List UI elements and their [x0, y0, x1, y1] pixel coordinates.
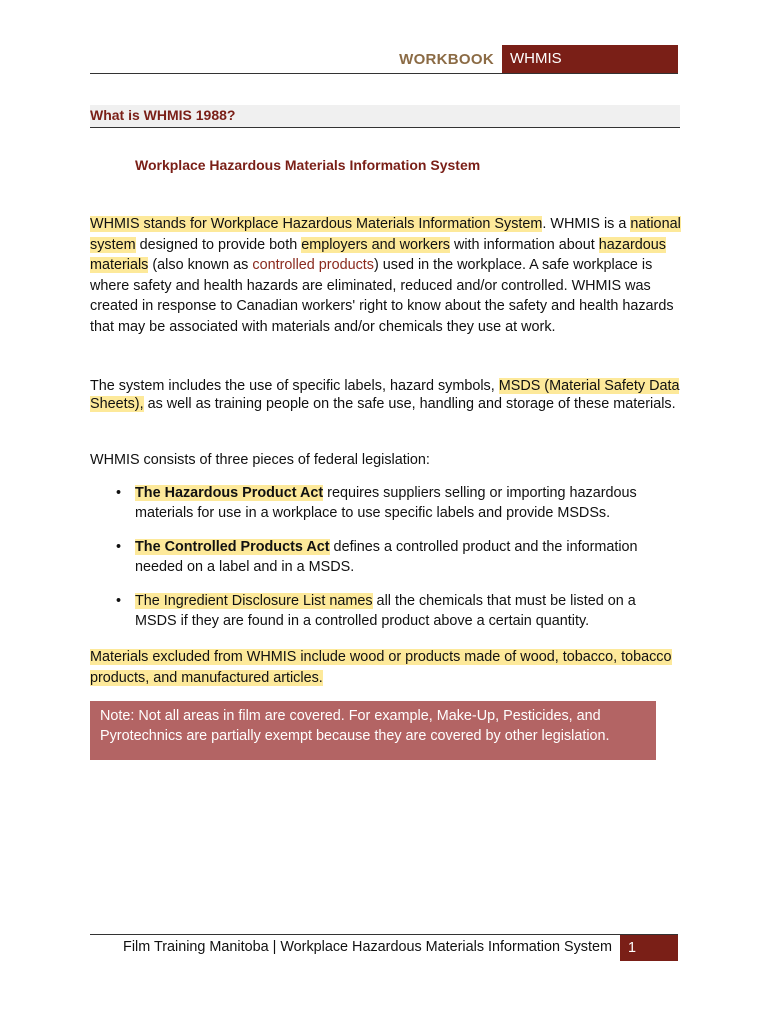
header-tag: WHMIS: [502, 45, 678, 73]
body-text: The system includes the use of specific labels, hazard symbols,: [90, 378, 499, 394]
body-text: defines a controlled product and the information needed on a label and in a MSDS.: [135, 539, 638, 575]
section-title: What is WHMIS 1988?: [90, 107, 236, 123]
page-footer: [90, 934, 678, 961]
act-name: The Ingredient Disclosure List names: [135, 593, 373, 609]
body-text: all the chemicals that must be listed on a MSDS if they are found in a controlled product above a certain quantity.: [135, 593, 636, 629]
body-text: requires suppliers selling or importing hazardous materials for use in a workplace to use specific labels and provide MSDSs.: [135, 485, 637, 521]
list-item: [90, 483, 680, 523]
bullet-icon: •: [116, 593, 122, 609]
system-paragraph: [90, 377, 682, 413]
highlight-text: hazardous materials: [90, 236, 666, 274]
section-heading: [90, 105, 680, 128]
act-name: The Controlled Products Act: [135, 539, 330, 555]
body-text: (also known as: [148, 257, 253, 274]
intro-paragraph: [90, 214, 682, 338]
page-number: 1: [620, 935, 678, 961]
subheading: Workplace Hazardous Materials Information System: [135, 157, 481, 173]
highlight-text: national system: [90, 216, 681, 253]
workbook-label: WORKBOOK: [399, 51, 494, 68]
page-header: [90, 45, 678, 74]
highlight-text: MSDS (Material Safety Data Sheets),: [90, 378, 680, 412]
highlight-text: employers and workers: [301, 236, 450, 253]
body-text: designed to provide both: [135, 236, 302, 253]
legislation-list: [90, 483, 680, 645]
body-text: with information about: [449, 236, 599, 253]
body-text: as well as training people on the safe use, handling and storage of these materials.: [143, 396, 676, 412]
list-item: [90, 591, 680, 631]
body-text: . WHMIS is a: [542, 216, 631, 232]
bullet-icon: •: [116, 539, 122, 555]
body-text: ) used in the workplace. A safe workplace is where safety and health hazards are eliminated, reduced and/or controlled. WHMIS was created in response to Canadian workers' right to know about the safety and health hazards that may be associated with materials and/or chemicals they use at work.: [90, 257, 674, 335]
highlight-text: WHMIS stands for Workplace Hazardous Materials Information System: [90, 216, 543, 232]
list-item: [90, 537, 680, 577]
controlled-products-term: controlled products: [252, 257, 374, 274]
highlight-text: Materials excluded from WHMIS include wood or products made of wood, tobacco, tobacco products, and manufactured articles.: [90, 649, 672, 686]
act-name: The Hazardous Product Act: [135, 485, 324, 501]
bullet-icon: •: [116, 485, 122, 501]
footer-text: Film Training Manitoba | Workplace Hazardous Materials Information System: [123, 939, 612, 955]
legislation-intro: WHMIS consists of three pieces of federal legislation:: [90, 452, 430, 468]
note-box: Note: Not all areas in film are covered. For example, Make-Up, Pesticides, and Pyrotechnics are partially exempt because they are covered by other legislation.: [90, 701, 656, 760]
excluded-materials: [90, 647, 682, 689]
